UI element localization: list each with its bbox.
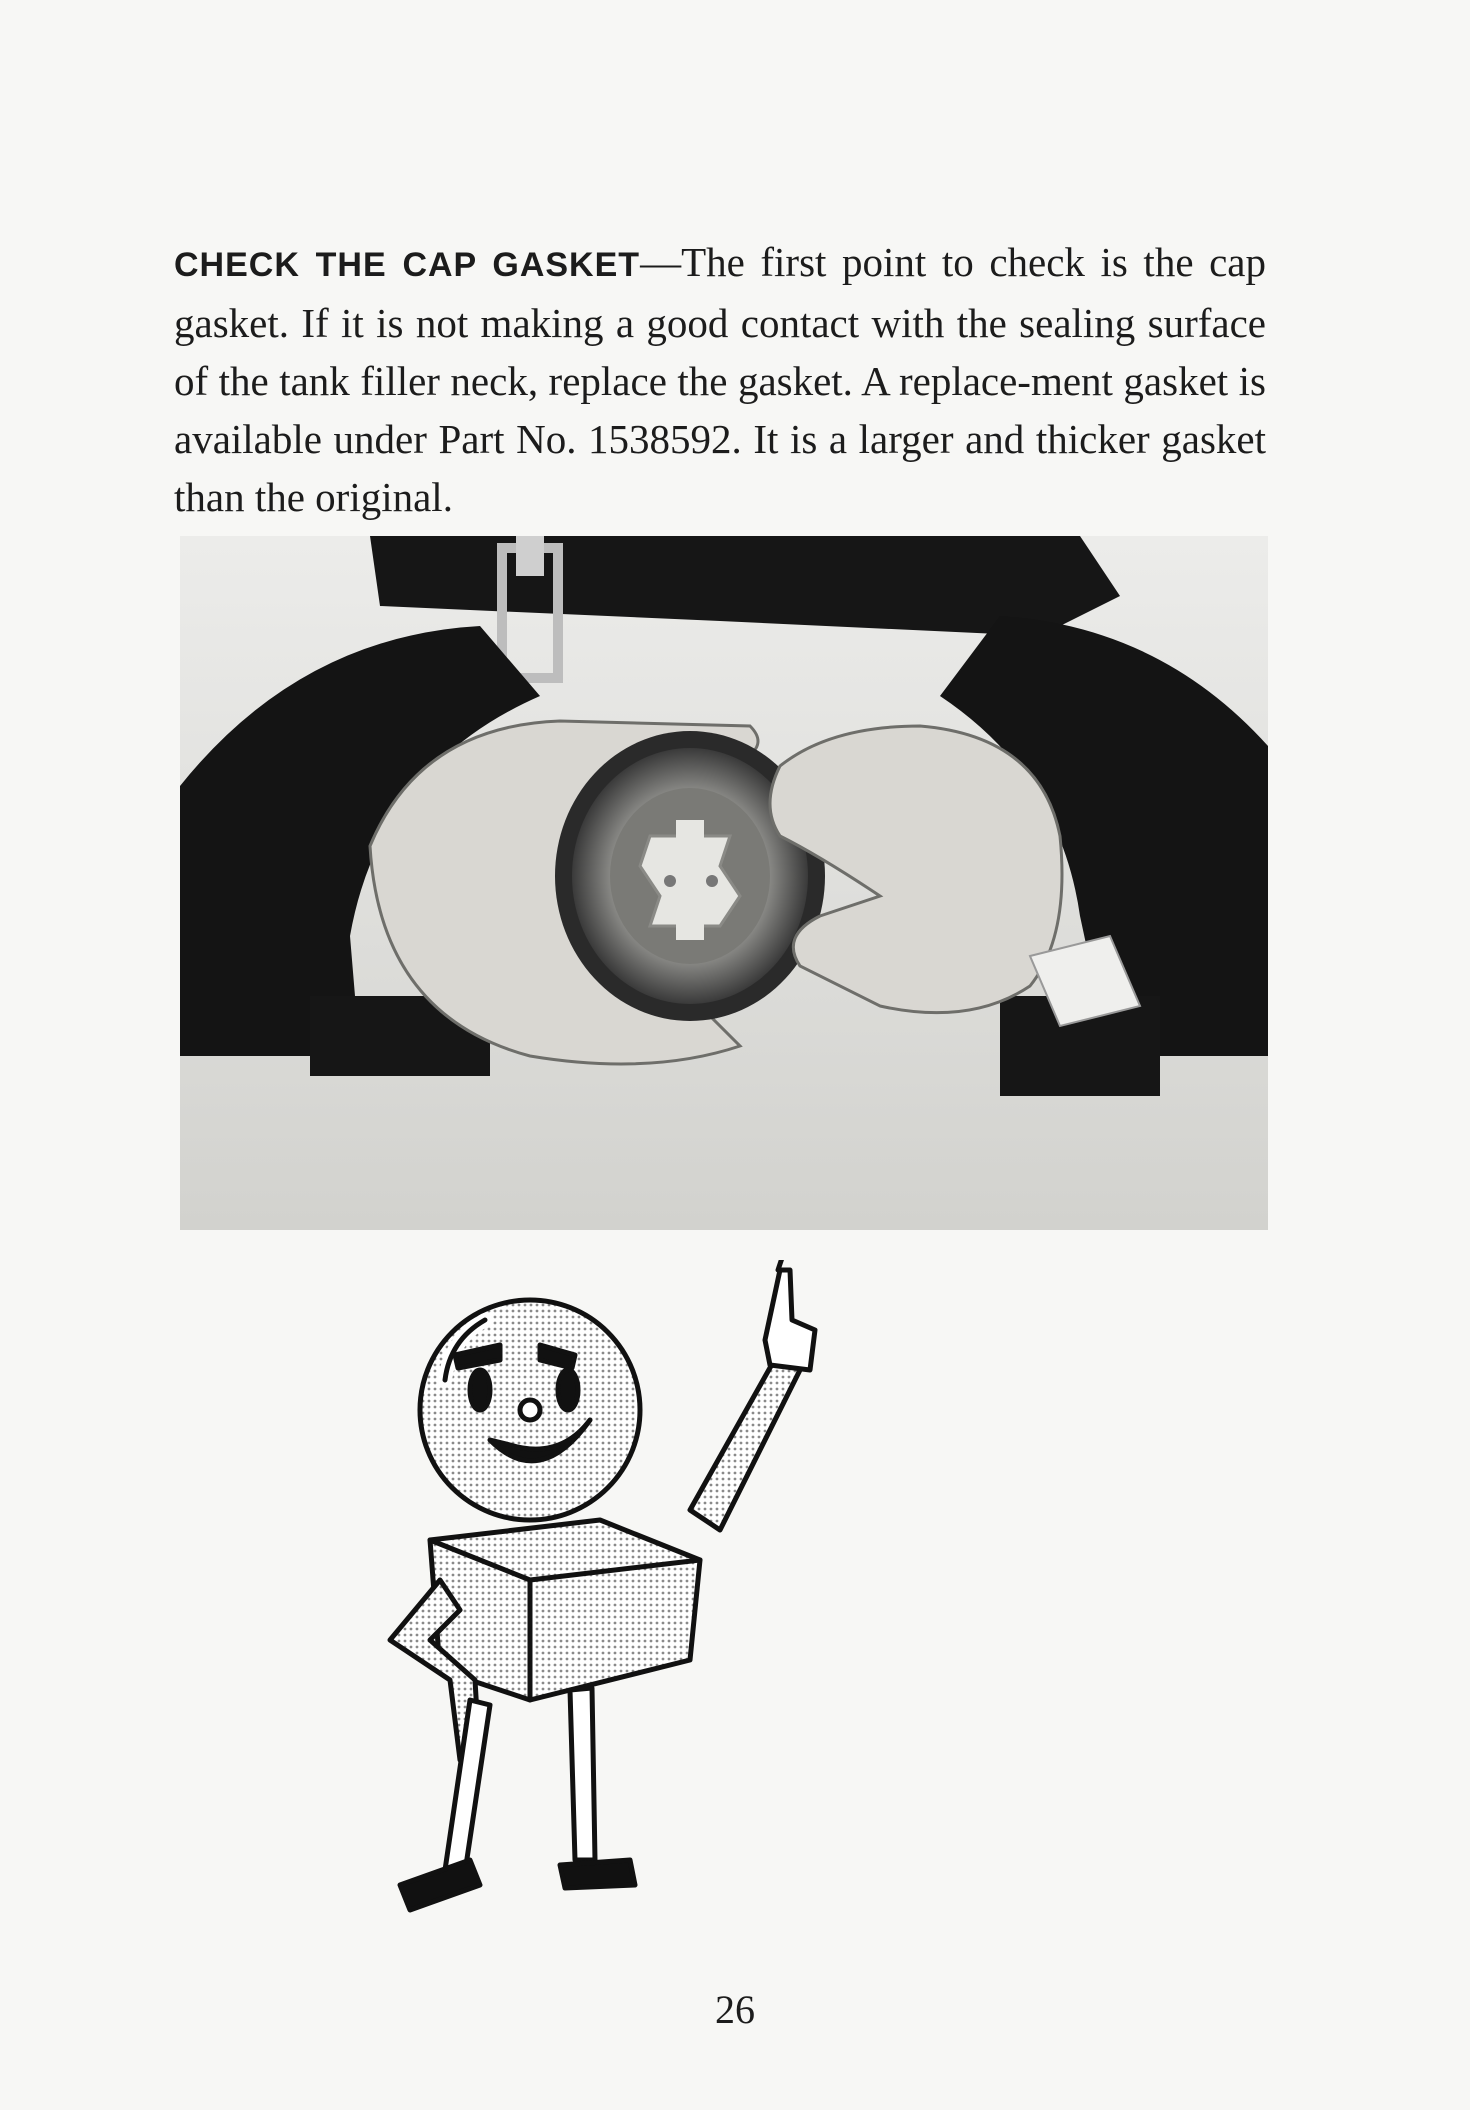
instruction-paragraph: [174, 233, 1266, 526]
heading-separator: —: [640, 239, 682, 285]
cartoon-mascot-pointing-up-icon: [360, 1260, 820, 1920]
section-heading: CHECK THE CAP GASKET: [174, 246, 641, 284]
photo-hands-holding-gas-cap-icon: [180, 536, 1268, 1230]
gas-cap-photo: [180, 536, 1268, 1230]
page-number: 26: [715, 1987, 755, 2032]
mascot-illustration: [360, 1260, 820, 1920]
paragraph-body: The first point to check is the cap gasket. If it is not making a good contact with the sealing surface of the tank filler neck, replace the gasket. A replace-ment gasket is available under Part No. 1538592. It is a larger and thicker gasket than the original.: [174, 239, 1266, 520]
